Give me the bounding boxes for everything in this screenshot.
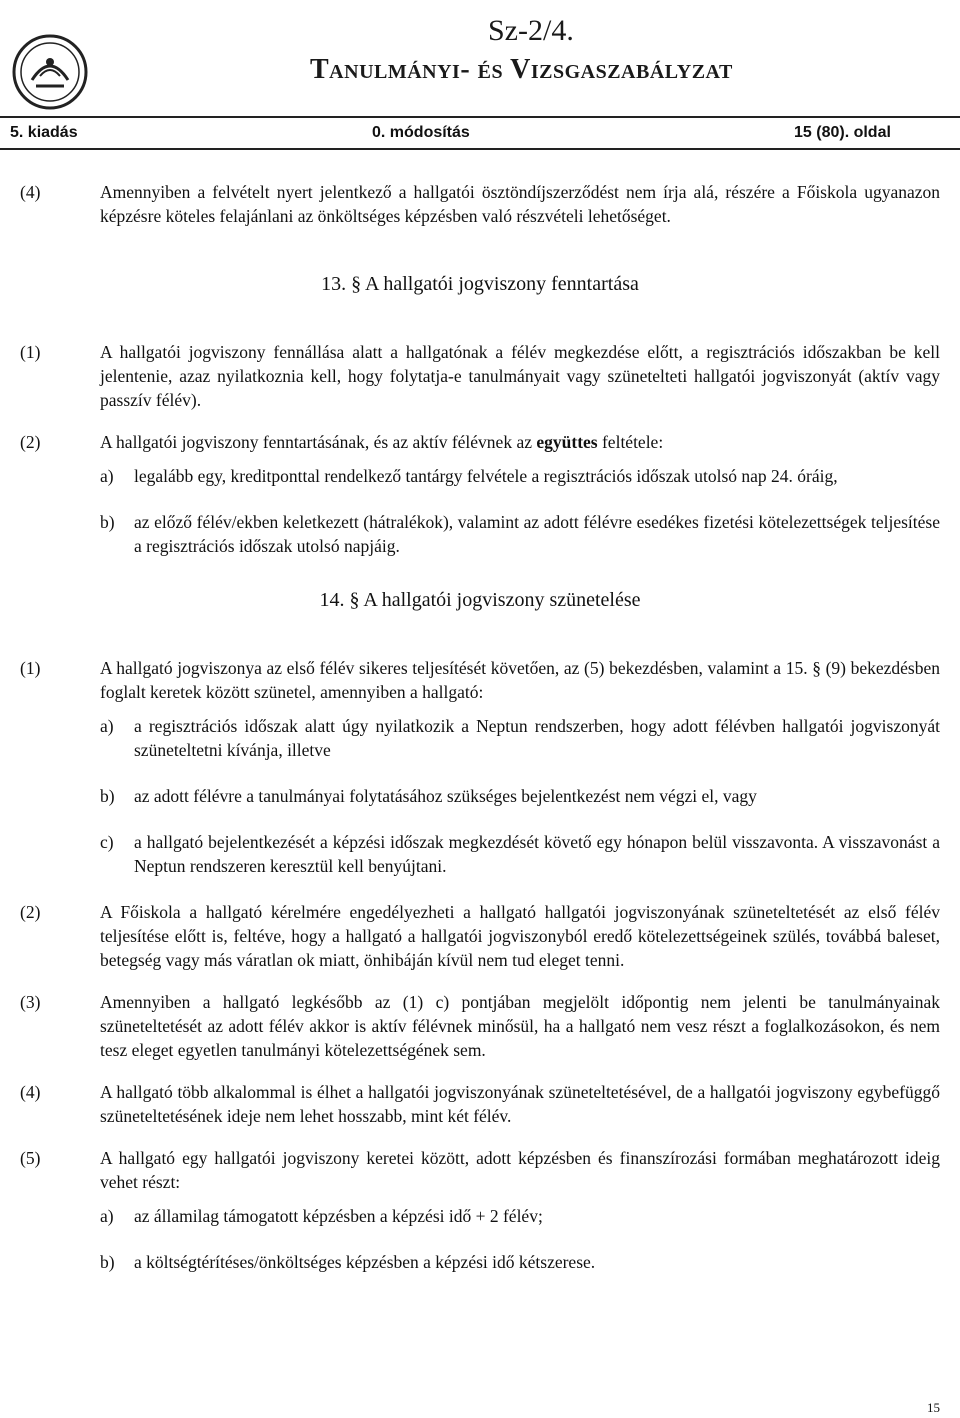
paragraph-text: Amennyiben a felvételt nyert jelentkező a hallgatói ösztöndíjszerződést nem írja alá, részére a Főiskola ugyanazon képzésre köteles felajánlani az önköltséges képzésben való részvételi lehetőséget.: [100, 182, 940, 226]
paragraph: [20, 430, 940, 454]
paragraph-text: A hallgató több alkalommal is élhet a hallgatói jogviszonyának szüneteltetésével, de a hallgatói jogviszony egybefüggő szüneteltetésének ideje nem lehet hosszabb, mint két félév.: [100, 1082, 940, 1126]
document-title: Tanulmányi- és Vizsgaszabályzat: [310, 54, 733, 85]
paragraph-text: A hallgatói jogviszony fennállása alatt a hallgatónak a félév megkezdése előtt, a regisztrációs időszakban be kell jelentenie, azaz nyilatkoznia kell, hogy folytatja-e tanulmányait vagy szünetelteti hallgatói jogviszonyát (aktív vagy passzív félév).: [100, 342, 940, 410]
list-item: [100, 1250, 940, 1274]
list-item-text: legalább egy, kreditponttal rendelkező tantárgy felvétele a regisztrációs időszak utolsó nap 24. óráig,: [134, 466, 838, 486]
paragraph-number: (4): [20, 182, 41, 202]
list-item-text: az adott félévre a tanulmányai folytatásához szükséges bejelentkezést nem végzi el, vagy: [134, 786, 757, 806]
paragraph-number: (4): [20, 1082, 41, 1102]
page-number: 15: [927, 1400, 940, 1415]
text-run: A hallgatói jogviszony fenntartásának, és az aktív félévnek az: [100, 432, 537, 452]
paragraph-number: (3): [20, 992, 41, 1012]
list-item-text: az előző félév/ekben keletkezett (hátralékok), valamint az adott félévre esedékes fizetési kötelezettségek teljesítése a regisztrációs időszak utolsó napjáig.: [134, 512, 940, 556]
list-item-label: b): [100, 512, 115, 532]
list-item-text: a költségtérítéses/önköltséges képzésben a képzési idő kétszerese.: [134, 1252, 596, 1272]
paragraph-number: (1): [20, 658, 41, 678]
list-item-label: b): [100, 786, 115, 806]
header-divider-bottom: [0, 148, 960, 150]
page-label: 15 (80). oldal: [794, 124, 891, 141]
paragraph: [20, 900, 940, 972]
text-run: feltétele:: [597, 432, 664, 452]
paragraph: [20, 340, 940, 412]
paragraph-number: (5): [20, 1148, 41, 1168]
edition-label: 5. kiadás: [10, 124, 78, 141]
list-item: [100, 714, 940, 762]
list-item-text: a regisztrációs időszak alatt úgy nyilatkozik a Neptun rendszerben, hogy adott félévben hallgatói jogviszonyát szüneteltetni kívánja, illetve: [134, 716, 940, 760]
paragraph-text: A hallgató jogviszonya az első félév sikeres teljesítését követően, az (5) bekezdésben, valamint a 15. § (9) bekezdésben foglalt keretek között szünetel, amennyiben a hallgató:: [100, 658, 940, 702]
paragraph-number: (1): [20, 342, 41, 362]
paragraph: [20, 1080, 940, 1128]
header-divider-top: [0, 116, 960, 118]
section-title-13: 13. § A hallgatói jogviszony fenntartása: [321, 273, 639, 295]
list-item-label: a): [100, 716, 114, 736]
paragraph-number: (2): [20, 902, 41, 922]
document-code: Sz-2/4.: [488, 14, 574, 47]
paragraph-number: (2): [20, 432, 41, 452]
paragraph: [20, 180, 940, 228]
list-item: [100, 464, 940, 488]
document-body: [20, 180, 940, 1296]
paragraph: [20, 990, 940, 1062]
list-item-label: b): [100, 1252, 115, 1272]
paragraph-text: [100, 430, 940, 454]
list-item-text: a hallgató bejelentkezését a képzési időszak megkezdését követő egy hónapon belül visszavonta. A visszavonást a Neptun rendszeren keresztül kell benyújtani.: [134, 832, 940, 876]
list-item-text: az államilag támogatott képzésben a képzési idő + 2 félév;: [134, 1206, 543, 1226]
paragraph-text: A hallgató egy hallgatói jogviszony keretei között, adott képzésben és finanszírozási formában meghatározott ideig vehet részt:: [100, 1148, 940, 1192]
list-item-label: a): [100, 1206, 114, 1226]
section-title-14: 14. § A hallgatói jogviszony szünetelése: [319, 589, 641, 611]
page-header: [0, 0, 960, 150]
list-item: [100, 1204, 940, 1228]
institution-logo-icon: [10, 32, 90, 112]
list-item: [100, 830, 940, 878]
list-item: [100, 510, 940, 558]
paragraph-text: Amennyiben a hallgató legkésőbb az (1) c) pontjában megjelölt időpontig nem jelenti be tanulmányainak szüneteltetését az adott félév akkor is aktív félévnek minősül, ha a hallgató nem vesz részt a foglalkozásokon, és nem tesz eleget egyetlen tanulmányi kötelezettségének sem.: [100, 992, 940, 1060]
list-item-label: c): [100, 832, 114, 852]
list-item-label: a): [100, 466, 114, 486]
paragraph: [20, 1146, 940, 1194]
paragraph: [20, 656, 940, 704]
revision-label: 0. módosítás: [372, 124, 470, 141]
emphasis-text: együttes: [536, 432, 598, 452]
list-item: [100, 784, 940, 808]
paragraph-text: A Főiskola a hallgató kérelmére engedélyezheti a hallgató hallgatói jogviszonyának szüneteltetését az első félév teljesítése előtt is, feltéve, hogy a hallgató a hallgatói jogviszonyból eredő kötelezettségeinek szülés, továbbá baleset, betegség vagy más váratlan ok miatt, önhibáján kívül nem tud eleget tenni.: [100, 902, 940, 970]
